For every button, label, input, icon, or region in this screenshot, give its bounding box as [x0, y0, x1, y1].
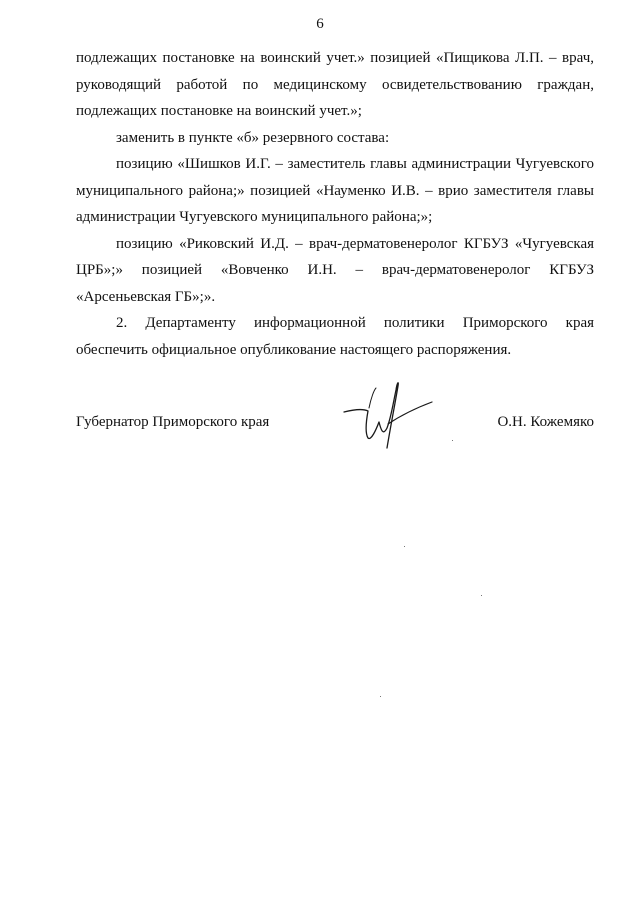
- scan-speck: [452, 440, 453, 441]
- signature-block: [76, 408, 594, 448]
- scan-speck: [481, 595, 482, 596]
- paragraph-publication: 2. Департаменту информационной политики Приморского края обеспечить официальное опубликование настоящего распоряжения.: [76, 315, 594, 358]
- paragraph-replace-reserve: заменить в пункте «б» резервного состава:: [116, 129, 390, 146]
- page-number: 6: [316, 16, 324, 32]
- document-body: [76, 45, 594, 363]
- signatory-name: О.Н. Кожемяко: [497, 414, 594, 430]
- scan-speck: [380, 696, 381, 697]
- paragraph-continuation: подлежащих постановке на воинский учет.» позицией «Пищикова Л.П. – врач, руководящий работой по медицинскому освидетельствованию граждан, подлежащих постановке на воинский учет.»;: [76, 50, 594, 119]
- paragraph-rikovsky: позицию «Риковский И.Д. – врач-дерматовенеролог КГБУЗ «Чугуевская ЦРБ»;» позицией «Вовченко И.Н. – врач-дерматовенеролог КГБУЗ «Арсеньевская ГБ»;».: [76, 235, 594, 305]
- signatory-position: Губернатор Приморского края: [76, 414, 270, 430]
- handwritten-signature: [338, 378, 434, 450]
- paragraph-shishkov: позицию «Шишков И.Г. – заместитель главы администрации Чугуевского муниципального района;» позицией «Науменко И.В. – врио заместителя главы администрации Чугуевского муниципального района;»;: [76, 156, 594, 225]
- scan-speck: [404, 546, 405, 547]
